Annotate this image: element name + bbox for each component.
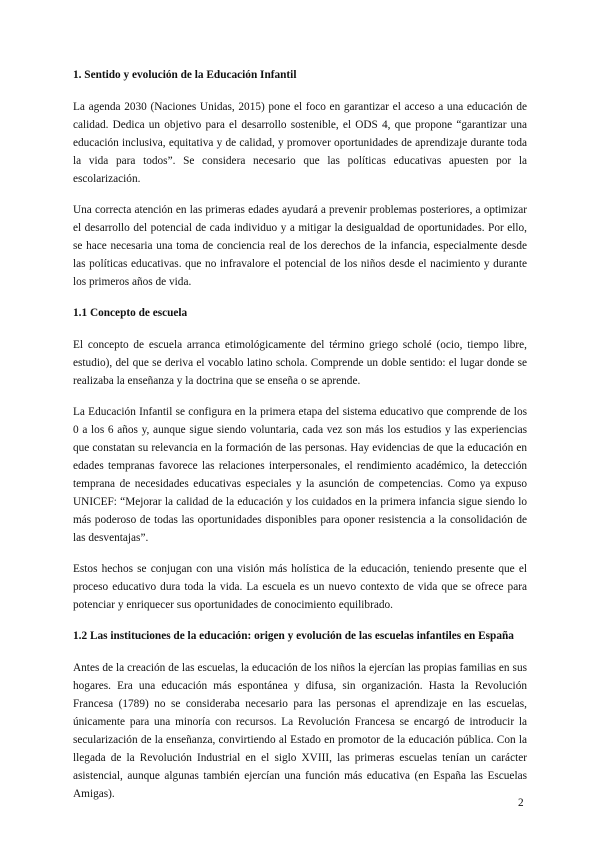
- page-content: [73, 66, 527, 816]
- section-heading: 1.1 Concepto de escuela: [73, 307, 188, 319]
- paragraph: El concepto de escuela arranca etimológicamente del término griego scholé (ocio, tiempo libre, estudio), del que se deriva el vocablo latino schola. Comprende un doble sentido: el lugar donde se realizaba la enseñanza y la doctrina que se enseña o se aprende.: [73, 339, 527, 387]
- paragraph: Estos hechos se conjugan con una visión más holística de la educación, teniendo presente que el proceso educativo dura toda la vida. La escuela es un nuevo contexto de vida que se ofrece para potenciar y enriquecer sus oportunidades de conocimiento equilibrado.: [73, 563, 527, 611]
- paragraph: La Educación Infantil se configura en la primera etapa del sistema educativo que comprende de los 0 a los 6 años y, aunque sigue siendo voluntaria, cada vez son más los estudios y las experiencias que constatan su relevancia en la formación de las personas. Hay evidencias de que la educación en edades tempranas favorece las relaciones interpersonales, el rendimiento académico, la detección temprana de necesidades educativas especiales y la asunción de competencias. Como ya expuso UNICEF: “Mejorar la calidad de la educación y los cuidados en la primera infancia sigue siendo lo más poderoso de todas las oportunidades disponibles para oponer resistencia a la consolidación de las desventajas”.: [73, 406, 527, 544]
- section-heading: 1.2 Las instituciones de la educación: origen y evolución de las escuelas infantiles en España: [73, 630, 514, 642]
- section-heading: 1. Sentido y evolución de la Educación Infantil: [73, 69, 297, 81]
- paragraph: La agenda 2030 (Naciones Unidas, 2015) pone el foco en garantizar el acceso a una educación de calidad. Dedica un objetivo para el desarrollo sostenible, el ODS 4, que propone “garantizar una educación inclusiva, equitativa y de calidad, y promover oportunidades de aprendizaje durante toda la vida para todos”. Se considera necesario que las políticas educativas apuesten por la escolarización.: [73, 101, 527, 185]
- page-number: 2: [518, 797, 524, 809]
- paragraph: Una correcta atención en las primeras edades ayudará a prevenir problemas posteriores, a optimizar el desarrollo del potencial de cada individuo y a mitigar la desigualdad de oportunidades. Por ello, se hace necesaria una toma de conciencia real de los derechos de la infancia, especialmente desde las políticas educativas. que no infravalore el potencial de los niños desde el nacimiento y durante los primeros años de vida.: [73, 204, 527, 288]
- paragraph: Antes de la creación de las escuelas, la educación de los niños la ejercían las propias familias en sus hogares. Era una educación más espontánea y difusa, sin organización. Hasta la Revolución Francesa (1789) no se consideraba necesario para las personas el aprendizaje en las escuelas, únicamente para una minoría con recursos. La Revolución Francesa se encargó de introducir la secularización de la enseñanza, convirtiendo al Estado en promotor de la educación pública. Con la llegada de la Revolución Industrial en el siglo XVIII, las primeras escuelas tenían un carácter asistencial, aunque algunas también ejercían una función más educativa (en España las Escuelas Amigas).: [73, 662, 527, 800]
